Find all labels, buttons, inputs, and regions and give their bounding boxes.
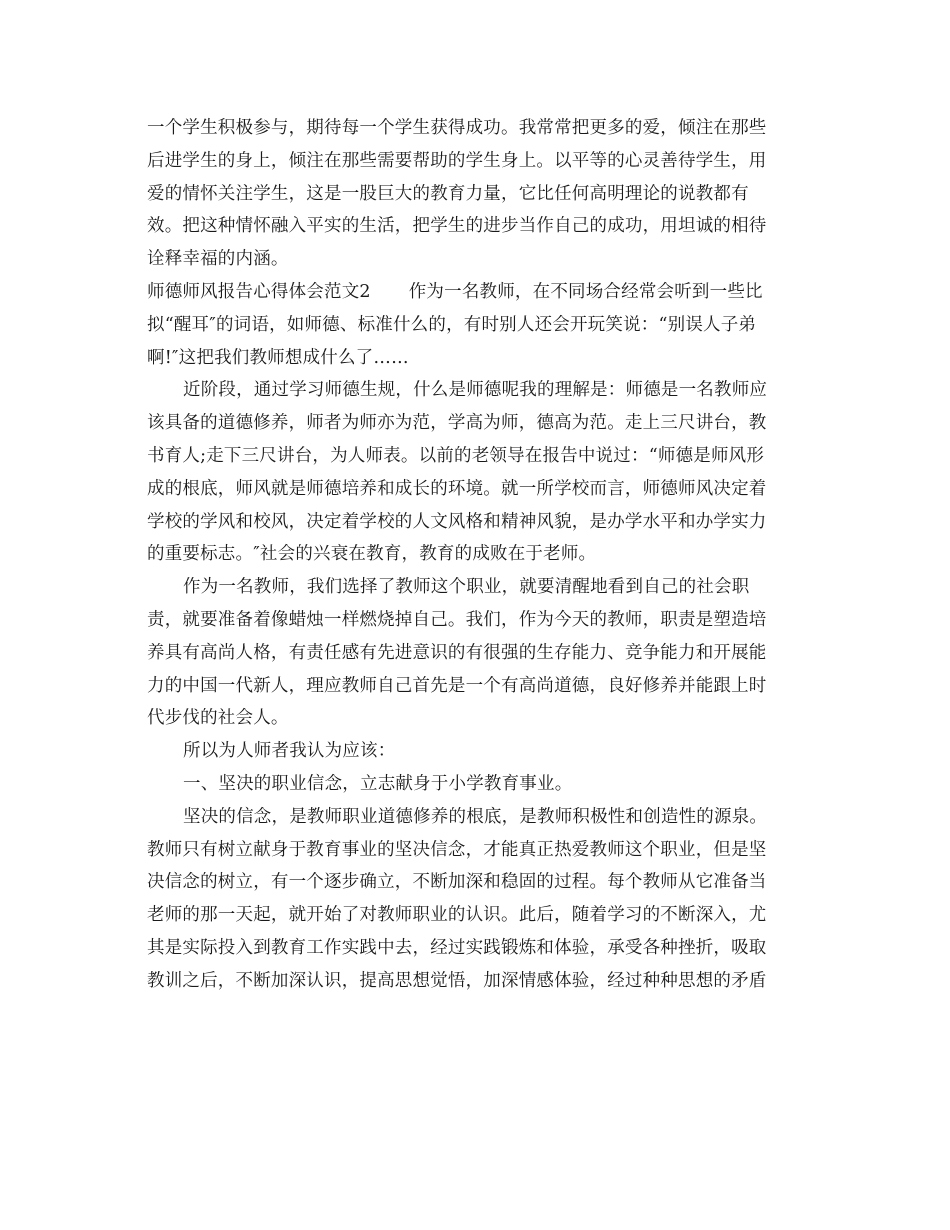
text-line: 教师只有树立献身于教育事业的坚决信念，才能真正热爱教师这个职业，但是坚: [147, 839, 767, 860]
text-line: 老师的那一天起，就开始了对教师职业的认识。此后，随着学习的不断深入，尤: [147, 905, 767, 926]
text-line: 成的根底，师风就是师德培养和成长的环境。就一所学校而言，师德师风决定着: [147, 478, 767, 499]
paragraph-line: 所以为人师者我认为应该：: [183, 741, 396, 762]
text-line: 代步伐的社会人。: [147, 708, 289, 729]
document-body: [147, 112, 807, 998]
text-line: 效。把这种情怀融入平实的生活，把学生的进步当作自己的成功，用坦诚的相待: [147, 216, 767, 237]
text-line: 力的中国一代新人，理应教师自己首先是一个有高尚道德，良好修养并能跟上时: [147, 675, 767, 696]
text-line: 其是实际投入到教育工作实践中去，经过实践锻炼和体验，承受各种挫折，吸取: [147, 937, 767, 958]
paragraph-first-line: 坚决的信念，是教师职业道德修养的根底，是教师积极性和创造性的源泉。: [183, 806, 768, 827]
text-line: 爱的情怀关注学生，这是一股巨大的教育力量，它比任何高明理论的说教都有: [147, 183, 749, 204]
paragraph-first-line: 作为一名教师，我们选择了教师这个职业，就要清醒地看到自己的社会职: [183, 577, 750, 598]
text-line: 后进学生的身上，倾注在那些需要帮助的学生身上。以平等的心灵善待学生，用: [147, 150, 767, 171]
section-first-text: 作为一名教师，在不同场合经常会听到一些比: [408, 281, 763, 302]
text-line: 诠释幸福的内涵。: [147, 249, 289, 270]
paragraph-first-line: 近阶段，通过学习师德生规，什么是师德呢我的理解是：师德是一名教师应: [183, 380, 768, 401]
list-heading: 一、坚决的职业信念，立志献身于小学教育事业。: [183, 773, 573, 794]
text-line: 拟“醒耳″的词语，如师德、标准什么的，有时别人还会开玩笑说：“别误人子弟: [147, 314, 757, 335]
text-line: 责，就要准备着像蜡烛一样燃烧掉自己。我们，作为今天的教师，职责是塑造培: [147, 609, 767, 630]
text-line: 的重要标志。″社会的兴衰在教育，教育的成败在于老师。: [147, 544, 597, 565]
section-heading-line: [147, 276, 807, 309]
text-line: 啊!″这把我们教师想成什么了……: [147, 347, 409, 368]
text-line: 决信念的树立，有一个逐步确立，不断加深和稳固的过程。每个教师从它准备当: [147, 872, 767, 893]
text-line: 一个学生积极参与，期待每一个学生获得成功。我常常把更多的爱，倾注在那些: [147, 118, 767, 138]
text-line: 教训之后，不断加深认识，提高思想觉悟，加深情感体验，经过种种思想的矛盾: [147, 970, 767, 991]
text-line: 养具有高尚人格，有责任感有先进意识的有很强的生存能力、竞争能力和开展能: [147, 642, 767, 663]
text-line: 书育人;走下三尺讲台，为人师表。以前的老领导在报告中说过：“师德是师风形: [147, 445, 765, 466]
text-line: 学校的学风和校风，决定着学校的人文风格和精神风貌，是办学水平和办学实力: [147, 511, 767, 532]
text-line: 该具备的道德修养，师者为师亦为范，学高为师，德高为范。走上三尺讲台，教: [147, 413, 767, 434]
section-title: 师德师风报告心得体会范文2: [147, 281, 371, 302]
